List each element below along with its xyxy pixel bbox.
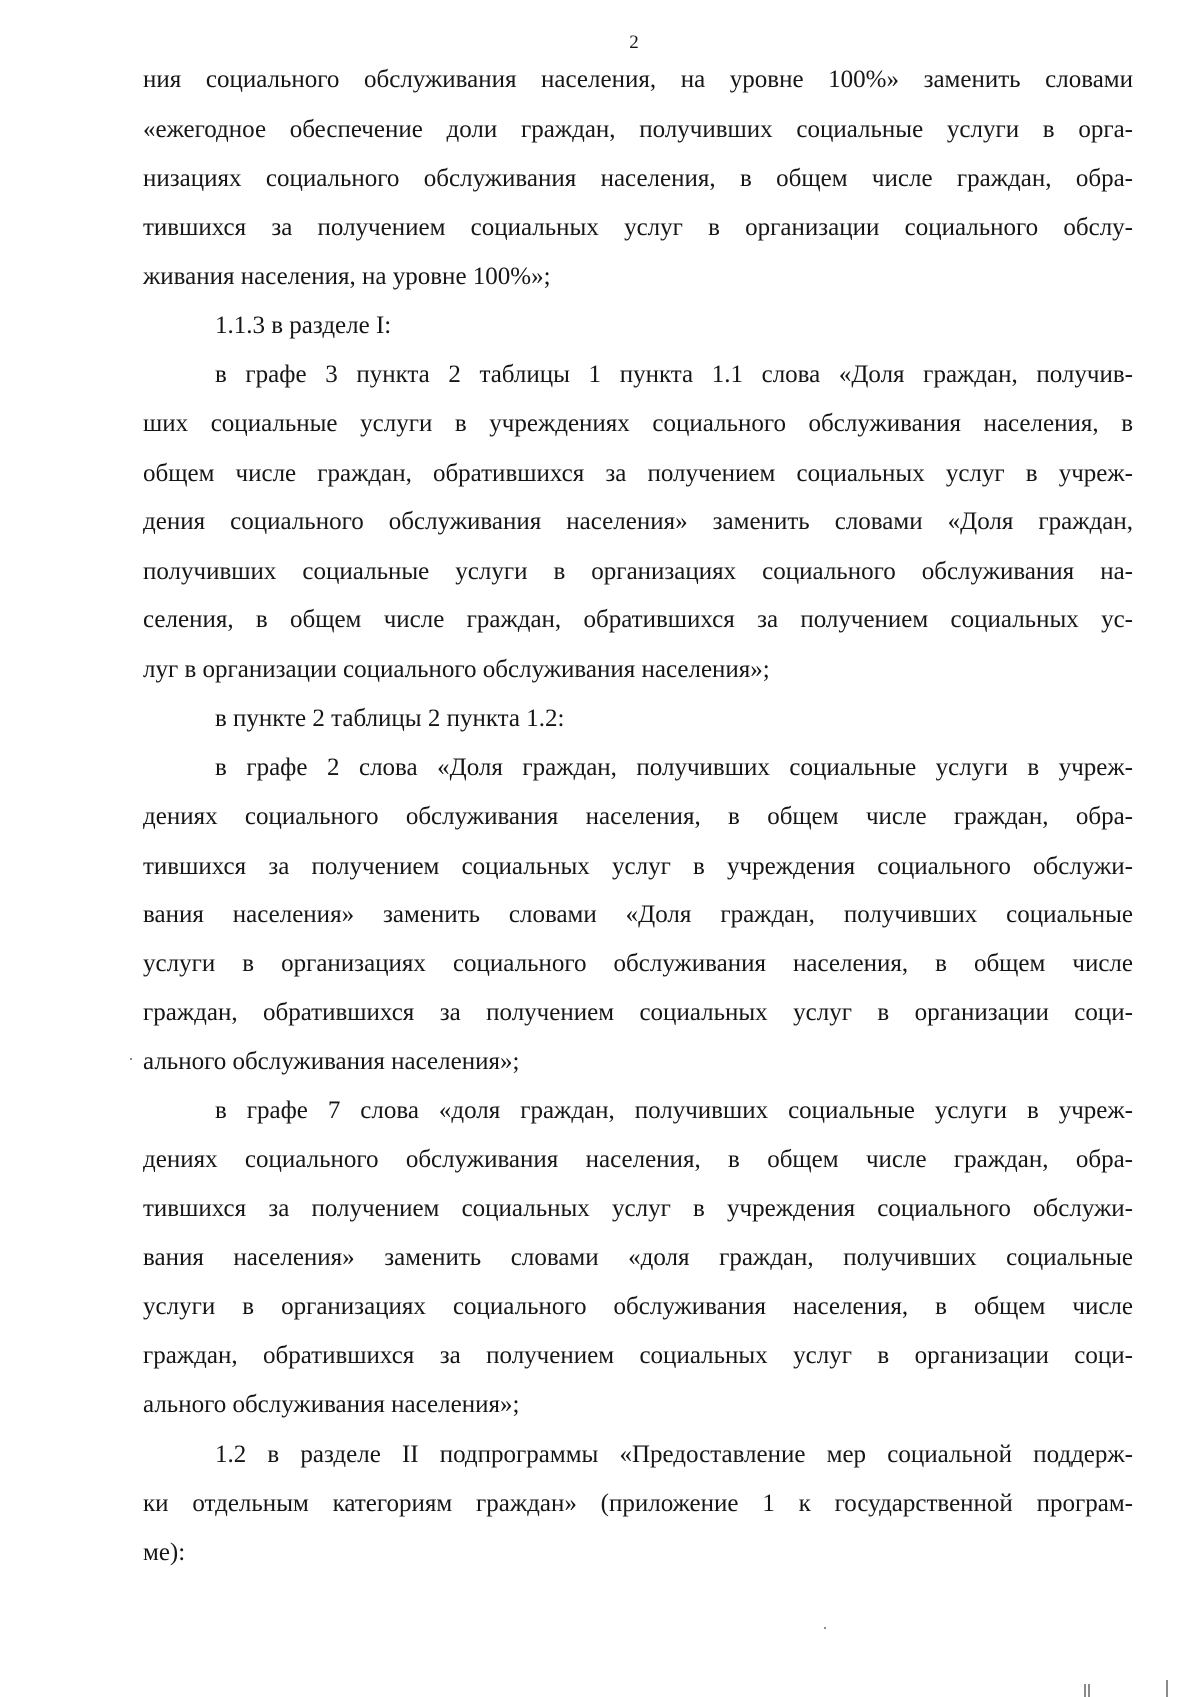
scan-dot xyxy=(130,1058,132,1060)
text-line-16: дениях социального обслуживания населения, в общем числе граждан, обра- xyxy=(143,803,1133,830)
text-line-23: дениях социального обслуживания населения, в общем числе граждан, обра- xyxy=(143,1146,1133,1173)
text-line-20: граждан, обратившихся за получением социальных услуг в организации соци- xyxy=(143,999,1133,1026)
text-line-31: ме): xyxy=(143,1539,186,1566)
text-line-30: ки отдельным категориям граждан» (приложение 1 к государственной програм- xyxy=(143,1490,1133,1517)
scan-edge-mark xyxy=(1084,1684,1086,1697)
text-line-4: тившихся за получением социальных услуг в организации социального обслу- xyxy=(143,214,1133,241)
text-line-21: ального обслуживания населения»; xyxy=(143,1048,520,1075)
text-line-5: живания населения, на уровне 100%»; xyxy=(143,263,551,290)
text-line-19: услуги в организациях социального обслуживания населения, в общем числе xyxy=(143,950,1133,977)
text-line-12: селения, в общем числе граждан, обратившихся за получением социальных ус- xyxy=(143,606,1133,633)
text-line-28: ального обслуживания населения»; xyxy=(143,1391,520,1418)
text-line-1: ния социального обслуживания населения, на уровне 100%» заменить словами xyxy=(143,66,1133,93)
text-line-24: тившихся за получением социальных услуг в учреждения социального обслужи- xyxy=(143,1195,1133,1222)
scan-dot xyxy=(824,1627,826,1629)
text-line-22: в графе 7 слова «доля граждан, получивших социальные услуги в учреж- xyxy=(215,1097,1133,1124)
text-line-7: в графе 3 пункта 2 таблицы 1 пункта 1.1 слова «Доля граждан, получив- xyxy=(215,361,1133,388)
text-line-29: 1.2 в разделе II подпрограммы «Предоставление мер социальной поддерж- xyxy=(215,1441,1133,1468)
text-line-8: ших социальные услуги в учреждениях социального обслуживания населения, в xyxy=(143,410,1133,437)
text-line-11: получивших социальные услуги в организациях социального обслуживания на- xyxy=(143,558,1133,585)
scan-edge-mark xyxy=(1166,1680,1168,1697)
subsection-heading-1-1-3: 1.1.3 в разделе I: xyxy=(215,312,392,339)
text-line-25: вания населения» заменить словами «доля граждан, получивших социальные xyxy=(143,1244,1133,1271)
text-line-17: тившихся за получением социальных услуг в учреждения социального обслужи- xyxy=(143,853,1133,880)
text-line-14: в пункте 2 таблицы 2 пункта 1.2: xyxy=(215,705,565,732)
text-line-27: граждан, обратившихся за получением социальных услуг в организации соци- xyxy=(143,1342,1133,1369)
page-number: 2 xyxy=(629,32,639,53)
text-line-10: дения социального обслуживания населения» заменить словами «Доля граждан, xyxy=(143,508,1133,535)
text-line-9: общем числе граждан, обратившихся за получением социальных услуг в учреж- xyxy=(143,460,1133,487)
text-line-15: в графе 2 слова «Доля граждан, получивших социальные услуги в учреж- xyxy=(215,754,1133,781)
text-line-2: «ежегодное обеспечение доли граждан, получивших социальные услуги в орга- xyxy=(143,116,1133,143)
text-line-26: услуги в организациях социального обслуживания населения, в общем числе xyxy=(143,1293,1133,1320)
text-line-13: луг в организации социального обслуживания населения»; xyxy=(143,656,770,683)
scan-edge-mark xyxy=(1088,1684,1090,1697)
text-line-3: низациях социального обслуживания населения, в общем числе граждан, обра- xyxy=(143,165,1133,192)
text-line-18: вания населения» заменить словами «Доля граждан, получивших социальные xyxy=(143,901,1133,928)
